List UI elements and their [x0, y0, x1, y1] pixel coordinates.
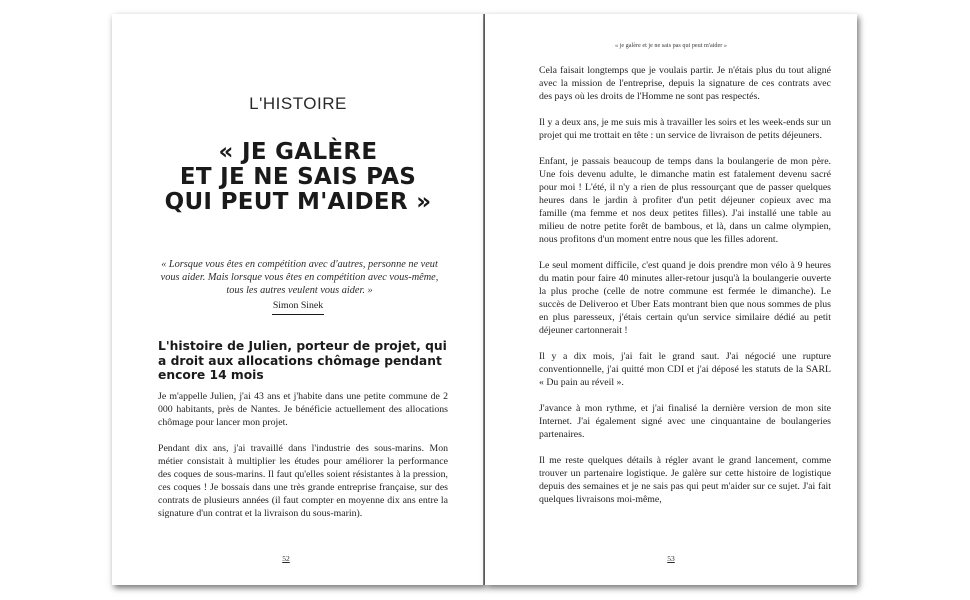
paragraph: Il y a deux ans, je me suis mis à travailler les soirs et les week-ends sur un projet qui me trottait en tête : un service de livraison de petits déjeuners.: [539, 117, 831, 141]
paragraph: Pendant dix ans, j'ai travaillé dans l'industrie des sous-marins. Mon métier consistait à multiplier les études pour améliorer la performance des coques de sous-marins. Il faut qu'elles soient résistantes à la pression, ces coques ! Je bossais dans une très grande entreprise française, sur des contrats de plusieurs années (il faut compter en moyenne dix ans entre la signature d'un contrat et la livraison du sous-marin).: [158, 443, 448, 519]
epigraph-quote: « Lorsque vous êtes en compétition avec d'autres, personne ne veut vous aider. Mais lorsque vous êtes en compétition avec vous-même, tous les autres veulent vous aider. »: [160, 259, 439, 296]
left-page: [112, 14, 484, 585]
subheading: L'histoire de Julien, porteur de projet, qui a droit aux allocations chômage pendant encore 14 mois: [158, 339, 447, 382]
paragraph: Il y a dix mois, j'ai fait le grand saut. J'ai négocié une rupture conventionnelle, j'ai quitté mon CDI et j'ai déposé les statuts de la SARL « Du pain au réveil ».: [539, 351, 831, 388]
paragraph: Le seul moment difficile, c'est quand je dois prendre mon vélo à 9 heures du matin pour faire 40 minutes aller-retour jusqu'à la boulangerie ouverte la plus proche (celle de notre commune est fermée le dimanche). Le succès de Deliveroo et Uber Eats montrant bien que nous sommes de plus en plus paresseux, j'étais certain qu'un service similaire dédié au petit déjeuner cartonnerait !: [539, 260, 831, 336]
section-label: L'HISTOIRE: [249, 94, 347, 113]
paragraph: Enfant, je passais beaucoup de temps dans la boulangerie de mon père. Une fois devenu adulte, le dimanche matin est fatalement devenu sacré pour moi ! L'été, il n'y a rien de plus ressourçant que de passer quelques heures dans le jardin à profiter d'un petit déjeuner copieux avec ma famille (ma femme et nos deux petites filles). J'ai installé une table au milieu de notre petite forêt de bambous, et là, dans un calme olympien, nous profitons d'un moment entre nous que les filles adorent.: [539, 156, 831, 245]
running-head: « je galère et je ne sais pas qui peut m'aider »: [615, 42, 727, 49]
quote-author: Simon Sinek: [272, 300, 324, 311]
chapter-title: « JE GALÈRE ET JE NE SAIS PAS QUI PEUT M'AIDER »: [164, 139, 432, 215]
left-body-text: [158, 390, 448, 533]
right-body-text: [539, 64, 831, 519]
paragraph: Cela faisait longtemps que je voulais partir. Je n'étais plus du tout aligné avec la mission de l'entreprise, depuis la signature de ces contrats avec des pays où les droits de l'Homme ne sont pas respectés.: [539, 65, 831, 102]
paragraph: J'avance à mon rythme, et j'ai finalisé la dernière version de mon site Internet. J'ai également signé avec une cinquantaine de boulangeries partenaires.: [539, 403, 831, 440]
author-underline: [272, 314, 324, 315]
paragraph: Il me reste quelques détails à régler avant le grand lancement, comme trouver un partenaire logistique. Je galère sur cette histoire de logistique depuis des semaines et je ne sais pas qui peut m'aider sur ce sujet. J'ai fait quelques livraisons moi-même,: [539, 455, 831, 505]
page-number: 53: [667, 554, 675, 563]
page-number: 52: [282, 554, 290, 563]
paragraph: Je m'appelle Julien, j'ai 43 ans et j'habite dans une petite commune de 2 000 habitants, près de Nantes. Je bénéficie actuellement des allocations chômage pour lancer mon projet.: [158, 391, 448, 428]
right-page: [485, 14, 857, 585]
